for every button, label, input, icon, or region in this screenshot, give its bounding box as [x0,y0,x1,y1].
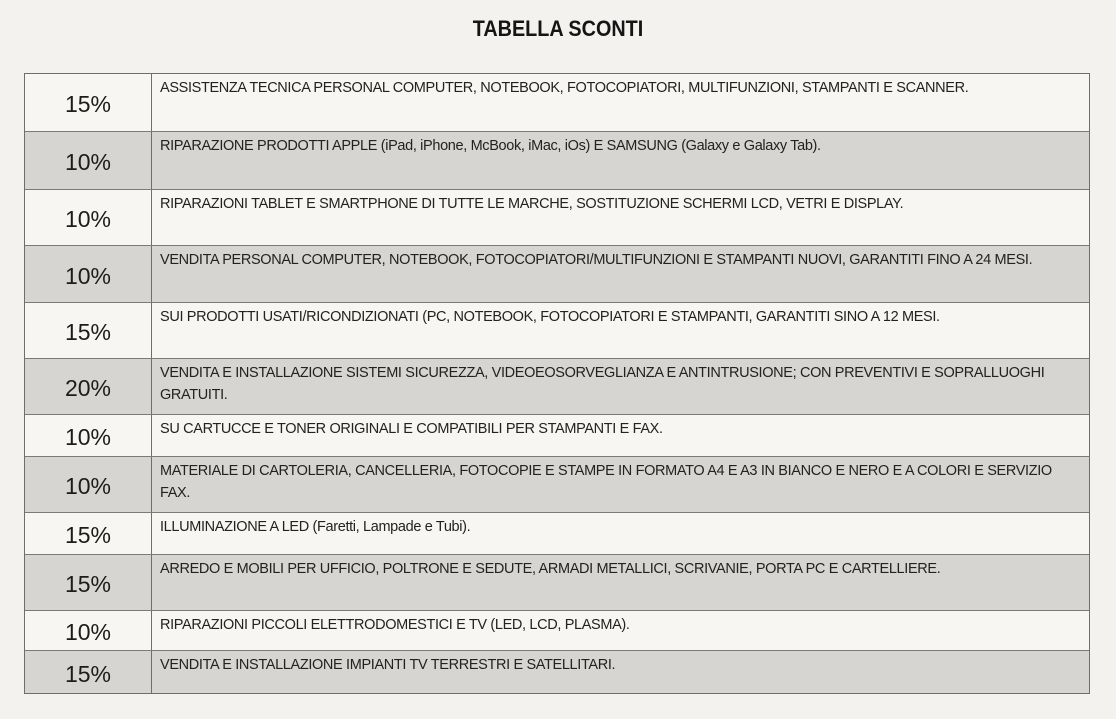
discount-percentage: 10% [25,246,152,302]
table-row [25,303,1089,359]
table-row [25,359,1089,415]
discount-percentage: 10% [25,190,152,245]
discount-description: ASSISTENZA TECNICA PERSONAL COMPUTER, NOTEBOOK, FOTOCOPIATORI, MULTIFUNZIONI, STAMPANTI E SCANNER. [160,80,969,96]
table-row [25,611,1089,651]
discount-description: RIPARAZIONE PRODOTTI APPLE (iPad, iPhone, McBook, iMac, iOs) E SAMSUNG (Galaxy e Galaxy Tab). [160,138,821,154]
discount-description: VENDITA PERSONAL COMPUTER, NOTEBOOK, FOTOCOPIATORI/MULTIFUNZIONI E STAMPANTI NUOVI, GARANTITI FINO A 24 MESI. [160,252,1033,268]
table-row [25,457,1089,513]
table-row [25,651,1089,693]
discount-description: ILLUMINAZIONE A LED (Faretti, Lampade e Tubi). [160,519,471,535]
discount-percentage: 15% [25,651,152,693]
table-row [25,132,1089,190]
discount-percentage: 15% [25,303,152,358]
discount-description: RIPARAZIONI PICCOLI ELETTRODOMESTICI E TV (LED, LCD, PLASMA). [160,617,630,633]
discount-percentage: 10% [25,132,152,189]
discount-percentage: 10% [25,611,152,650]
table-row [25,415,1089,457]
discount-percentage: 15% [25,555,152,610]
discount-description: RIPARAZIONI TABLET E SMARTPHONE DI TUTTE LE MARCHE, SOSTITUZIONE SCHERMI LCD, VETRI E DISPLAY. [160,196,904,212]
discount-percentage: 10% [25,457,152,512]
discount-description: ARREDO E MOBILI PER UFFICIO, POLTRONE E SEDUTE, ARMADI METALLICI, SCRIVANIE, PORTA PC E CARTELLIERE. [160,561,941,577]
discount-description: SU CARTUCCE E TONER ORIGINALI E COMPATIBILI PER STAMPANTI E FAX. [160,421,663,437]
table-row [25,74,1089,132]
discount-description: MATERIALE DI CARTOLERIA, CANCELLERIA, FOTOCOPIE E STAMPE IN FORMATO A4 E A3 IN BIANCO E NERO E A COLORI E SERVIZIO FAX. [160,463,1052,501]
discount-description: SUI PRODOTTI USATI/RICONDIZIONATI (PC, NOTEBOOK, FOTOCOPIATORI E STAMPANTI, GARANTITI SINO A 12 MESI. [160,309,940,325]
table-row [25,190,1089,246]
discount-percentage: 20% [25,359,152,414]
discount-table [24,73,1090,694]
discount-percentage: 10% [25,415,152,456]
table-row [25,555,1089,611]
table-row [25,246,1089,303]
discount-description: VENDITA E INSTALLAZIONE SISTEMI SICUREZZA, VIDEOEOSORVEGLIANZA E ANTINTRUSIONE; CON PREVENTIVI E SOPRALLUOGHI GRATUITI. [160,365,1045,403]
page-title: TABELLA SCONTI [472,16,644,41]
discount-percentage: 15% [25,513,152,554]
discount-description: VENDITA E INSTALLAZIONE IMPIANTI TV TERRESTRI E SATELLITARI. [160,657,616,673]
table-row [25,513,1089,555]
discount-percentage: 15% [25,74,152,131]
